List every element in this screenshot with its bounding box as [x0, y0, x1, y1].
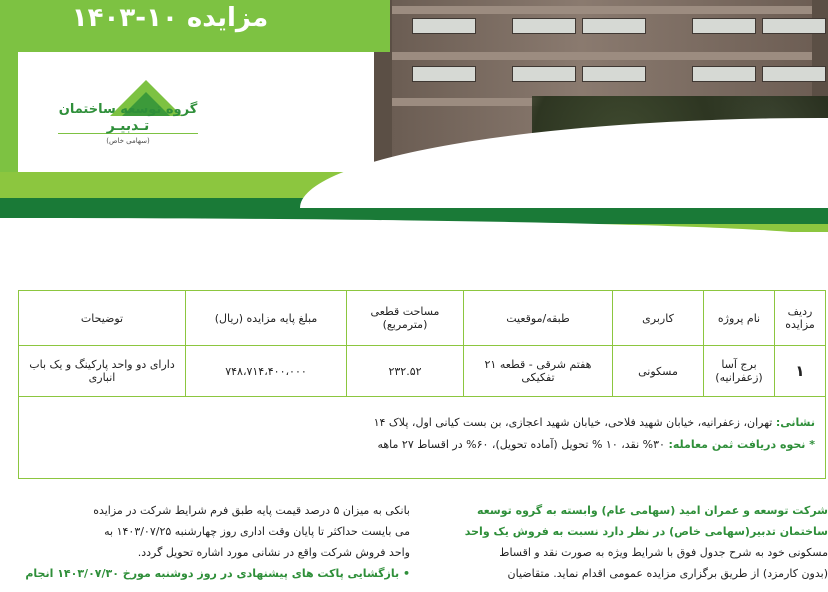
hero-banner	[0, 0, 828, 232]
company-logo	[48, 80, 208, 150]
header-price: مبلغ پایه مزایده (ریال)	[186, 291, 347, 346]
table-row	[19, 346, 826, 397]
header-notes: توضیحات	[19, 291, 186, 346]
address-label: نشانی:	[775, 416, 815, 429]
body-left-line4: • بازگشایی پاکت های پیشنهادی در روز دوشنبه مورخ ۱۴۰۳/۰۷/۳۰ انجام	[25, 567, 410, 580]
body-left-line2: می بایست حداکثر تا پایان وقت اداری روز چهارشنبه ۱۴۰۳/۰۷/۲۵ به	[104, 525, 410, 538]
table-header-row	[19, 291, 826, 346]
cell-project: برج آسا (زعفرانیه)	[704, 346, 775, 397]
body-left-line1: بانکی به میزان ۵ درصد قیمت پایه طبق فرم شرایط شرکت در مزایده	[93, 504, 410, 517]
cell-price: ۷۴۸،۷۱۴،۴۰۰،۰۰۰	[186, 346, 347, 397]
cell-index: ۱	[775, 346, 826, 397]
header-index: ردیف مزایده	[775, 291, 826, 346]
logo-line3: (سهامی خاص)	[106, 137, 150, 145]
auction-table	[18, 290, 826, 397]
body-right-line2: ساختمان تدبیر(سهامی خاص) در نظر دارد نسبت به فروش یک واحد	[464, 525, 828, 538]
auction-title: مزایده ۱۰-۱۴۰۳	[71, 3, 269, 33]
header-area: مساحت قطعی (مترمربع)	[347, 291, 464, 346]
address-box	[18, 392, 826, 479]
address-text: تهران، زعفرانیه، خیابان شهید فلاحی، خیابان شهید اعجازی، بن بست کیانی اول، پلاک ۱۴	[373, 416, 773, 429]
logo-line2: تـدبیـر	[106, 118, 150, 134]
cell-notes: دارای دو واحد پارکینگ و یک باب انباری	[19, 346, 186, 397]
address-line	[374, 416, 815, 429]
cell-floor: هفتم شرقی - قطعه ۲۱ تفکیکی	[464, 346, 613, 397]
cell-area: ۲۳۲.۵۲	[347, 346, 464, 397]
body-left-column	[0, 500, 410, 584]
header-floor: طبقه/موقعیت	[464, 291, 613, 346]
body-right-line3: مسکونی خود به شرح جدول فوق با شرایط ویژه به صورت نقد و اقساط	[499, 546, 828, 559]
header-usage: کاربری	[613, 291, 704, 346]
payment-label: * نحوه دریافت ثمن معامله:	[668, 438, 815, 451]
body-left-line3: واحد فروش شرکت واقع در نشانی مورد اشاره تحویل گردد.	[137, 546, 410, 559]
body-right-line1: شرکت توسعه و عمران امید (سهامی عام) وابسته به گروه توسعه	[477, 504, 828, 517]
cell-usage: مسکونی	[613, 346, 704, 397]
payment-line	[377, 438, 815, 451]
payment-text: ۳۰% نقد، ۱۰ % تحویل (آماده تحویل)، ۶۰% در اقساط ۲۷ ماهه	[377, 438, 665, 451]
logo-line1: گروه توسعه ساختمان	[58, 102, 198, 117]
body-right-column	[420, 500, 828, 584]
body-right-line4: (بدون کارمزد) از طریق برگزاری مزایده عمومی اقدام نماید. متقاضیان	[507, 567, 828, 580]
header-project: نام پروژه	[704, 291, 775, 346]
